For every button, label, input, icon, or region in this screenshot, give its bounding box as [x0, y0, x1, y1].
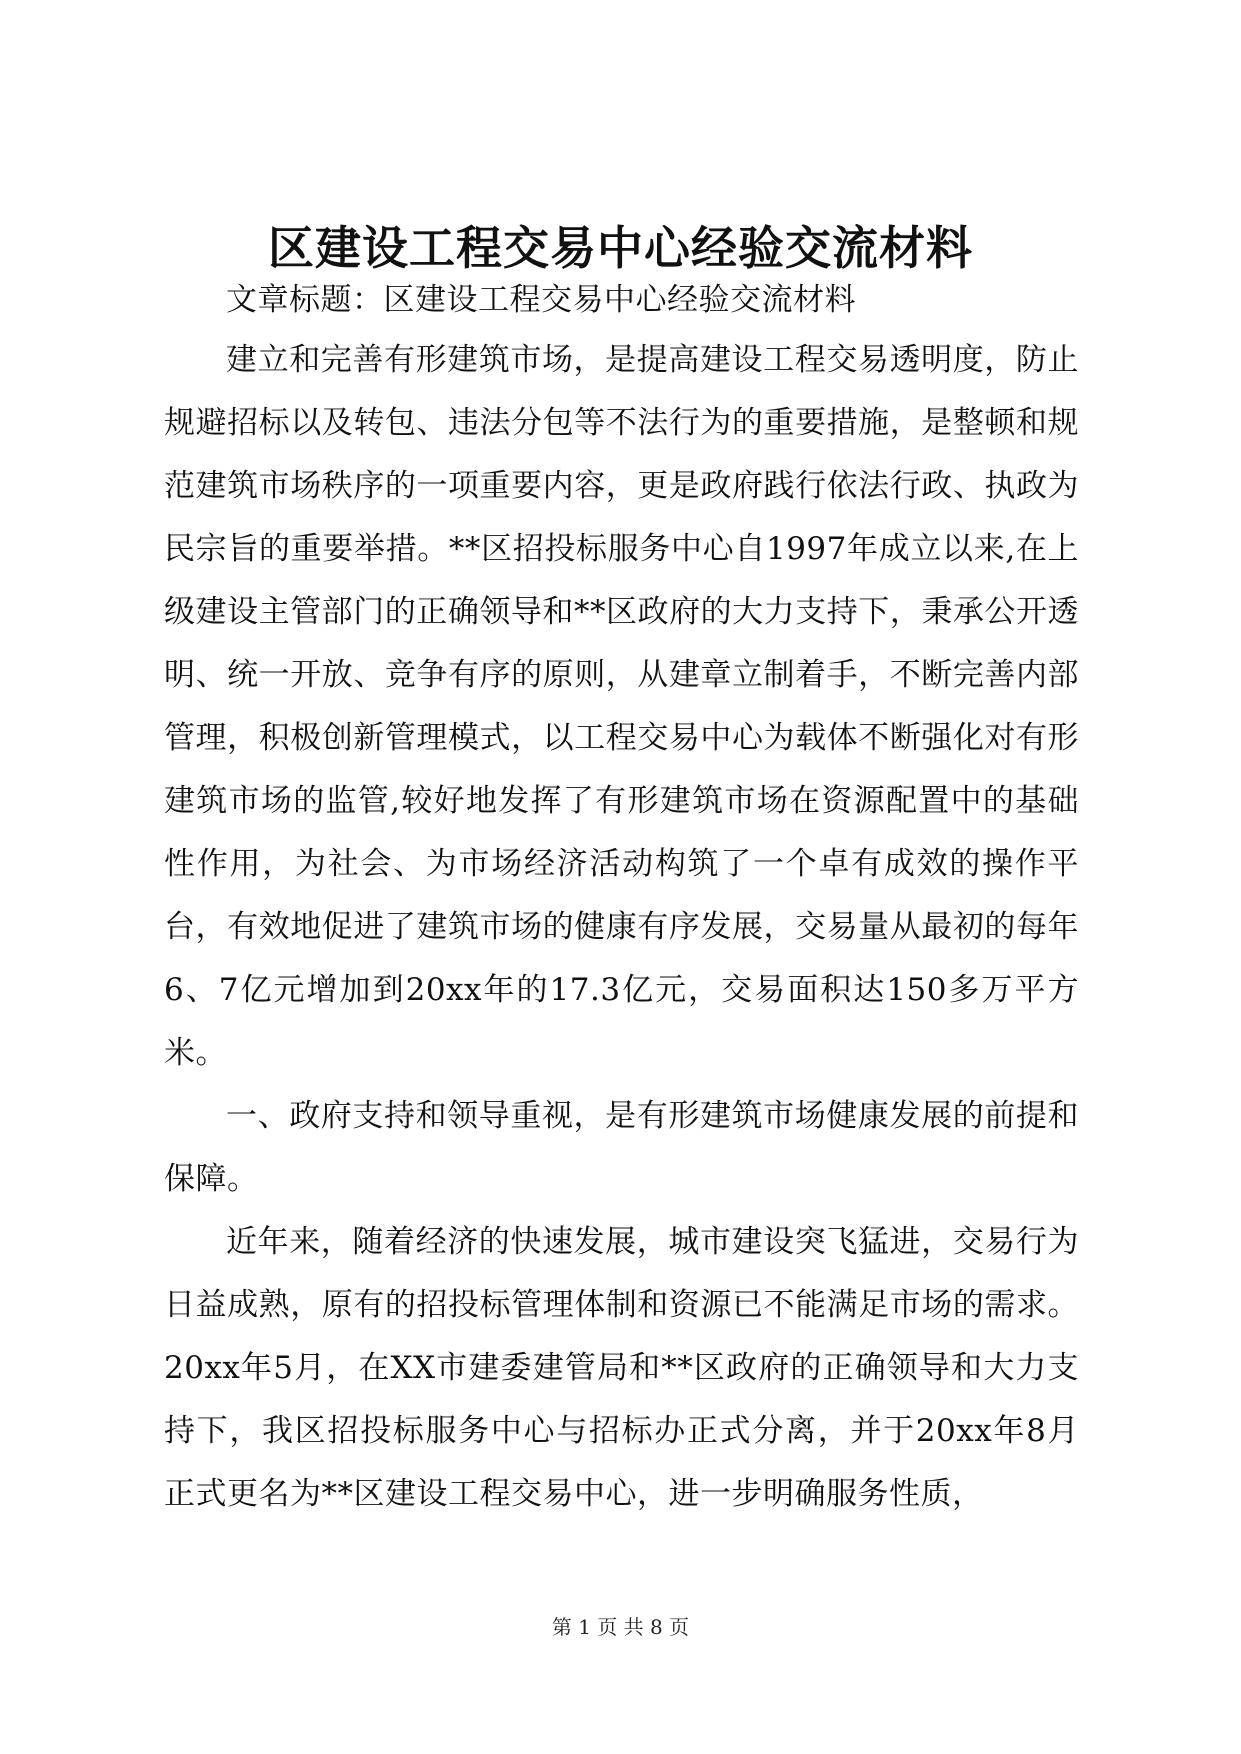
article-title-line: 文章标题：区建设工程交易中心经验交流材料 — [226, 282, 856, 318]
page-number-footer: 第 1 页 共 8 页 — [551, 1615, 690, 1639]
section-heading-1: 一、政府支持和领导重视，是有形建筑市场健康发展的前提和保障。 — [164, 1098, 1079, 1197]
paragraph-section-1: 近年来，随着经济的快速发展，城市建设突飞猛进，交易行为日益成熟，原有的招投标管理体制和资源已不能满足市场的需求。20xx年5月，在XX市建委建管局和**区政府的正确领导和大力支持下，我区招投标服务中心与招标办正式分离，并于20xx年8月正式更名为**区建设工程交易中心，进一步明确服务性质， — [164, 1224, 1079, 1512]
paragraph-intro: 建立和完善有形建筑市场，是提高建设工程交易透明度，防止规避招标以及转包、违法分包等不法行为的重要措施，是整顿和规范建筑市场秩序的一项重要内容，更是政府践行依法行政、执政为民宗旨的重要举措。**区招投标服务中心自1997年成立以来,在上级建设主管部门的正确领导和**区政府的大力支持下，秉承公开透明、统一开放、竞争有序的原则，从建章立制着手，不断完善内部管理，积极创新管理模式，以工程交易中心为载体不断强化对有形建筑市场的监管,较好地发挥了有形建筑市场在资源配置中的基础性作用，为社会、为市场经济活动构筑了一个卓有成效的操作平台，有效地促进了建筑市场的健康有序发展，交易量从最初的每年6、7亿元增加到20xx年的17.3亿元，交易面积达150多万平方米。 — [164, 342, 1079, 1071]
document-body — [164, 274, 1079, 1526]
document-title: 区建设工程交易中心经验交流材料 — [268, 221, 973, 275]
